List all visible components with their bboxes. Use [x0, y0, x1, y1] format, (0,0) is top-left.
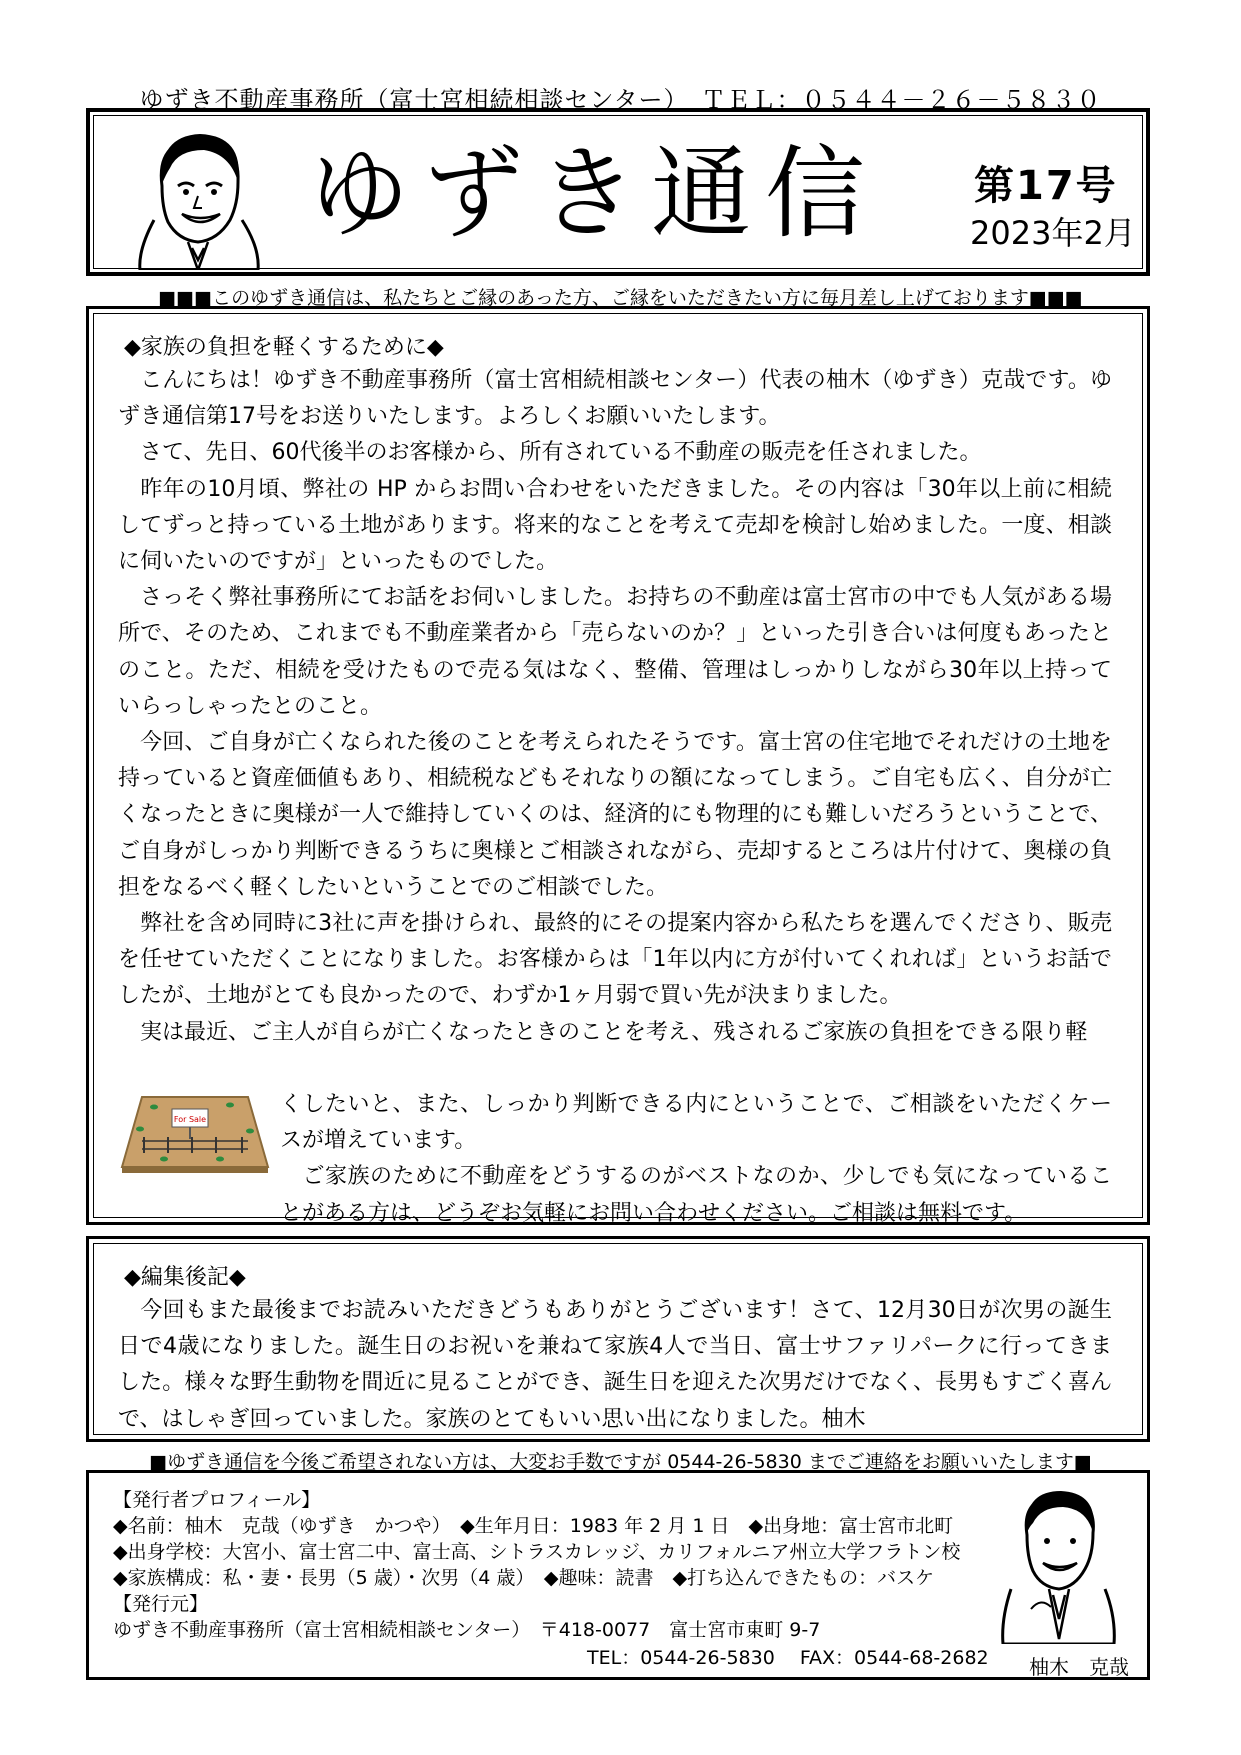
publisher-profile: [86, 1470, 1150, 1680]
issue-number: 第17号: [974, 163, 1118, 209]
profile-line: ◆家族構成：私・妻・長男（5 歳）・次男（4 歳） ◆趣味：読書 ◆打ち込んできたもの：バスケ: [113, 1567, 935, 1589]
article-body: [118, 363, 1112, 1051]
editor-text: 今回もまた最後までお読みいただきどうもありがとうございます！さて、12月30日が次男の誕生日で4歳になりました。誕生日のお祝いを兼ねて家族4人で当日、富士サファリパークに行ってきました。様々な野生動物を間近に見ることができ、誕生日を迎えた次男だけでなく、長男もすごく喜んで、はしゃぎ回っていました。家族のとてもいい思い出になりました。柚木: [118, 1298, 1112, 1432]
portrait-caption: 柚木 克哉: [1029, 1655, 1129, 1679]
article-paragraph: こんにちは！ゆずき不動産事務所（富士宮相続相談センター）代表の柚木（ゆずき）克哉です。ゆずき通信第17号をお送りいたします。よろしくお願いいたします。: [118, 368, 1112, 430]
article-continuation: [280, 1087, 1112, 1232]
article-paragraph: 今回、ご自身が亡くなられた後のことを考えられたそうです。富士宮の住宅地でそれだけの土地を持っていると資産価値もあり、相続税などもそれなりの額になってしまう。ご自宅も広く、自分が亡くなったときに奥様が一人で維持していくのは、経済的にも物理的にも難しいだろうということで、ご自身がしっかり判断できるうちに奥様とご相談されながら、売却するところは片付けて、奥様の負担をなるべく軽くしたいということでのご相談でした。: [118, 730, 1112, 900]
profile-line: ◆出身学校：大宮小、富士宮二中、富士高、シトラスカレッジ、カリフォルニア州立大学フラトン校: [113, 1541, 961, 1563]
article-paragraph: さて、先日、60代後半のお客様から、所有されている不動産の販売を任されました。: [118, 440, 982, 466]
portrait-illustration: [1001, 1489, 1116, 1644]
masthead: [86, 108, 1150, 276]
article-paragraph: 昨年の10月頃、弊社の HP からお問い合わせをいただきました。その内容は「30年以上前に相続してずっと持っている土地があります。将来的なことを考えて売却を検討し始めました。一度、相談に伺いたいのですが」といったものでした。: [118, 476, 1112, 575]
article-paragraph: 実は最近、ご主人が自らが亡くなったときのことを考え、残されるご家族の負担をできる限り軽: [118, 1019, 1088, 1045]
contact-line: ゆずき不動産事務所（富士宮相続相談センター） ＴＥＬ：０５４４－２６－５８３０: [139, 86, 1102, 114]
main-article: [86, 306, 1150, 1225]
article-paragraph: さっそく弊社事務所にてお話をお伺いしました。お持ちの不動産は富士宮市の中でも人気がある場所で、そのため、これまでも不動産業者から「売らないのか？」といった引き合いは何度もあったとのこと。ただ、相続を受けたもので売る気はなく、整備、管理はしっかりしながら30年以上持っていらっしゃったとのこと。: [118, 585, 1112, 719]
newsletter-title: ゆずき通信: [309, 135, 879, 252]
editor-note: [86, 1236, 1150, 1442]
publisher-phone: TEL：0544-26-5830 FAX：0544-68-2682: [587, 1647, 989, 1669]
for-sale-land-illustration: [120, 1089, 270, 1174]
article-heading: ◆家族の負担を軽くするために◆: [124, 335, 444, 360]
profile-line: ◆名前：柚木 克哉（ゆずき かつや） ◆生年月日：1983 年 2 月 1 日 ◆出身地：富士宮市北町: [113, 1515, 954, 1537]
article-paragraph: 弊社を含め同時に3社に声を掛けられ、最終的にその提案内容から私たちを選んでくださり、販売を任せていただくことになりました。お客様からは「1年以内に方が付いてくれれば」というお話でしたが、土地がとても良かったので、わずか1ヶ月弱で買い先が決まりました。: [118, 911, 1112, 1009]
editor-heading: ◆編集後記◆: [124, 1265, 246, 1290]
for-sale-sign: For Sale: [173, 1115, 207, 1124]
unsubscribe-notice: ■ゆずき通信を今後ご希望されない方は、大変お手数ですが 0544-26-5830 までご連絡をお願いいたします■: [149, 1451, 1092, 1473]
article-paragraph: くしたいと、また、しっかり判断できる内にということで、ご相談をいただくケースが増えています。: [280, 1092, 1112, 1154]
publisher-address: ゆずき不動産事務所（富士宮相続相談センター） 〒418-0077 富士宮市東町 9-7: [113, 1619, 821, 1641]
profile-heading: 【発行者プロフィール】: [113, 1489, 321, 1511]
publisher-heading: 【発行元】: [113, 1593, 209, 1615]
article-paragraph: ご家族のために不動産をどうするのがベストなのか、少しでも気になっていることがある方は、どうぞお気軽にお問い合わせください。ご相談は無料です。: [280, 1164, 1112, 1226]
issue-date: 2023年2月: [970, 214, 1136, 252]
portrait-illustration: [134, 128, 264, 270]
tagline: ■■■このゆずき通信は、私たちとご縁のあった方、ご縁をいただきたい方に毎月差し上げております■■■: [158, 287, 1083, 309]
